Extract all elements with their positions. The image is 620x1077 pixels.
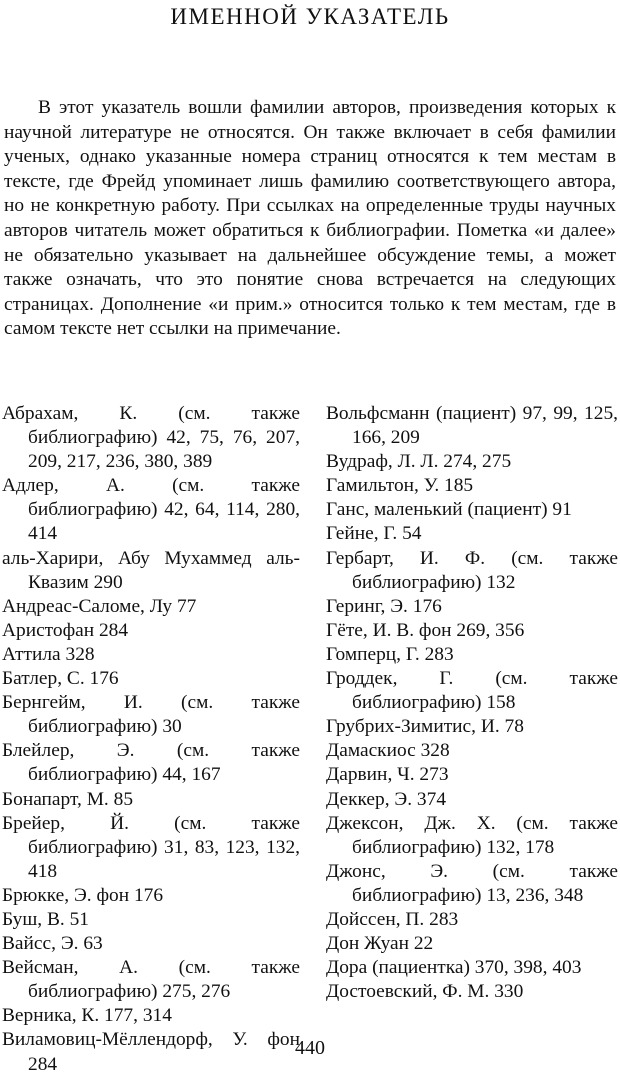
index-entry: Дора (пациентка) 370, 398, 403	[326, 957, 582, 979]
index-entry: Адлер, А. (см. также библиографию) 42, 64, 114, 280, 414	[2, 475, 300, 545]
index-entry: Абрахам, К. (см. также библиографию) 42, 75, 76, 207, 209, 217, 236, 380, 389	[2, 403, 300, 473]
index-entry: Аристофан 284	[2, 619, 129, 641]
index-entry: Вайсс, Э. 63	[2, 933, 103, 955]
index-entry: Деккер, Э. 374	[326, 788, 447, 810]
index-entry: Гомперц, Г. 283	[326, 643, 454, 665]
index-entry: Верника, К. 177, 314	[2, 1005, 172, 1027]
index-entry: Брюкке, Э. фон 176	[2, 884, 164, 906]
index-entry: Блейлер, Э. (см. также библиографию) 44, 167	[2, 740, 300, 786]
index-entry: Вудраф, Л. Л. 274, 275	[326, 451, 512, 473]
index-entry: Гербарт, И. Ф. (см. также библиографию) 132	[326, 547, 618, 593]
index-entry: Гейне, Г. 54	[326, 523, 422, 545]
index-entry: Джексон, Дж. Х. (см. также библиографию) 132, 178	[326, 812, 618, 858]
index-entry: Вольфсманн (пациент) 97, 99, 125, 166, 209	[326, 403, 618, 449]
index-entry: Андреас-Саломе, Лу 77	[2, 595, 197, 617]
index-entry: Батлер, С. 176	[2, 668, 119, 690]
index-column-right	[326, 402, 618, 1004]
index-entry: Брейер, Й. (см. также библиографию) 31, 83, 123, 132, 418	[2, 812, 300, 882]
index-entry: аль-Харири, Абу Мухаммед аль-Квазим 290	[2, 547, 300, 593]
index-entry: Дарвин, Ч. 273	[326, 764, 449, 786]
index-entry: Грубрих-Зимитис, И. 78	[326, 716, 524, 738]
intro-paragraph: В этот указатель вошли фамилии авторов, произведения которых к научной литературе не относятся. Он также включает в себя фамилии ученых, однако указанные номера страниц относятся к тем местам в тексте, где Фрейд упоминает лишь фамилию соответствующего автора, но не конкретную работу. При ссылках на определенные труды научных авторов читатель может обратиться к библиографии. Пометка «и далее» не обязательно указывает на дальнейшее обсуждение темы, а может также означать, что это понятие снова встречается на следующих страницах. Дополнение «и прим.» относится только к тем местам, где в самом тексте нет ссылки на примечание.	[4, 97, 616, 340]
page-number: 440	[295, 1037, 325, 1059]
index-entry: Гамильтон, У. 185	[326, 475, 474, 497]
index-column-left	[2, 402, 300, 1077]
index-entry: Гёте, И. В. фон 269, 356	[326, 619, 525, 641]
index-entry: Достоевский, Ф. М. 330	[326, 981, 524, 1003]
index-entry: Гроддек, Г. (см. также библиографию) 158	[326, 668, 618, 714]
index-entry: Геринг, Э. 176	[326, 595, 442, 617]
index-entry: Ганс, маленький (пациент) 91	[326, 499, 572, 521]
index-entry: Дон Жуан 22	[326, 933, 434, 955]
index-entry: Дамаскиос 328	[326, 740, 450, 762]
index-entry: Виламовиц-Мёллендорф, У. фон 284	[2, 1029, 300, 1075]
index-entry: Аттила 328	[2, 643, 95, 665]
index-entry: Бернгейм, И. (см. также библиографию) 30	[2, 692, 300, 738]
index-entry: Буш, В. 51	[2, 908, 89, 930]
index-entry: Дойссен, П. 283	[326, 908, 459, 930]
index-entry: Бонапарт, М. 85	[2, 788, 134, 810]
index-entry: Джонс, Э. (см. также библиографию) 13, 236, 348	[326, 860, 618, 906]
index-entry: Вейсман, А. (см. также библиографию) 275, 276	[2, 957, 300, 1003]
page-title: ИМЕННОЙ УКАЗАТЕЛЬ	[170, 4, 450, 29]
